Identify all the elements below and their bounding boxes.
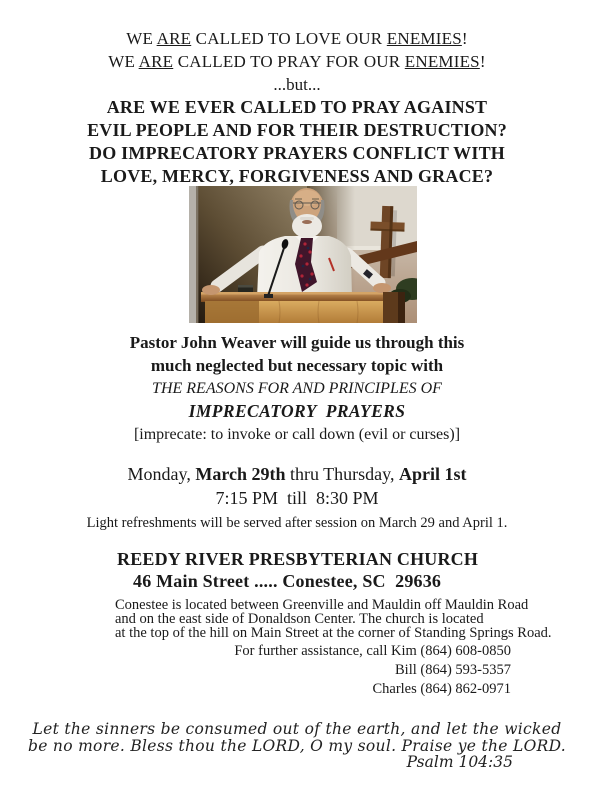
headline-text: !: [461, 29, 468, 48]
church-address: 46 Main Street ..... Conestee, SC 29636: [133, 571, 442, 591]
verse-block: [0, 721, 594, 771]
date-text: Monday,: [127, 464, 196, 484]
underlined-are: ARE: [138, 52, 174, 71]
series-title: IMPRECATORY PRAYERS: [188, 401, 406, 421]
verse-reference: Psalm 104:35: [406, 753, 513, 771]
head: [290, 188, 325, 238]
church-name: REEDY RIVER PRESBYTERIAN CHURCH: [117, 549, 479, 569]
date-text: thru Thursday,: [285, 464, 399, 484]
directions-line-2: and on the east side of Donaldson Center. The church is located: [115, 611, 484, 628]
contacts-block: [234, 642, 511, 699]
wall-corner-strip: [189, 186, 196, 323]
but-line: ...but...: [273, 75, 321, 94]
headline-text: WE: [108, 52, 139, 71]
schedule-block: [0, 462, 594, 533]
underlined-enemies: ENEMIES: [386, 29, 462, 48]
speaker-photo: [189, 186, 417, 323]
headline-line-1: [0, 27, 594, 50]
headline-line-2: [0, 50, 594, 73]
topic-line-1: Pastor John Weaver will guide us through this: [129, 333, 465, 352]
question-line-1: ARE WE EVER CALLED TO PRAY AGAINST: [106, 97, 488, 117]
underlined-enemies: ENEMIES: [404, 52, 480, 71]
time-line: 7:15 PM till 8:30 PM: [215, 488, 379, 508]
imprecate-definition: [imprecate: to invoke or call down (evil or curses)]: [133, 426, 461, 443]
question-line-4: LOVE, MERCY, FORGIVENESS AND GRACE?: [100, 166, 494, 186]
date-start: March 29th: [195, 464, 286, 484]
underlined-are: ARE: [156, 29, 192, 48]
contact-charles: Charles (864) 862-0971: [372, 681, 511, 697]
left-hand: [202, 285, 220, 295]
date-end: April 1st: [398, 464, 467, 484]
date-line: [0, 462, 594, 486]
refreshments-note: Light refreshments will be served after session on March 29 and April 1.: [86, 515, 508, 531]
headline-text: CALLED TO LOVE OUR: [191, 29, 387, 48]
verse-line-1: Let the sinners be consumed out of the earth, and let the wicked: [32, 720, 562, 738]
directions-line-1: Conestee is located between Greenville and Mauldin off Mauldin Road: [115, 597, 529, 613]
verse-line-2: be no more. Bless thou the LORD, O my soul. Praise ye the LORD.: [28, 736, 566, 755]
directions-line-3: at the top of the hill on Main Street at the corner of Standing Springs Road.: [115, 625, 552, 642]
contact-kim: For further assistance, call Kim (864) 608-0850: [234, 643, 511, 659]
topic-block: [0, 331, 594, 446]
mouth: [302, 220, 312, 224]
contact-bill: Bill (864) 593-5357: [395, 662, 511, 678]
series-subtitle: THE REASONS FOR AND PRINCIPLES OF: [152, 380, 442, 397]
headline-text: CALLED TO PRAY FOR OUR: [173, 52, 405, 71]
headline-block: [0, 27, 594, 188]
question-line-3: DO IMPRECATORY PRAYERS CONFLICT WITH: [89, 143, 505, 163]
question-line-2: EVIL PEOPLE AND FOR THEIR DESTRUCTION?: [87, 120, 507, 140]
moustache: [300, 217, 314, 220]
right-hand: [373, 283, 391, 293]
headline-text: !: [479, 52, 486, 71]
topic-line-2: much neglected but necessary topic with: [150, 356, 444, 375]
church-block: [0, 548, 612, 641]
headline-text: WE: [126, 29, 157, 48]
speaker-photo-art: [189, 186, 417, 323]
